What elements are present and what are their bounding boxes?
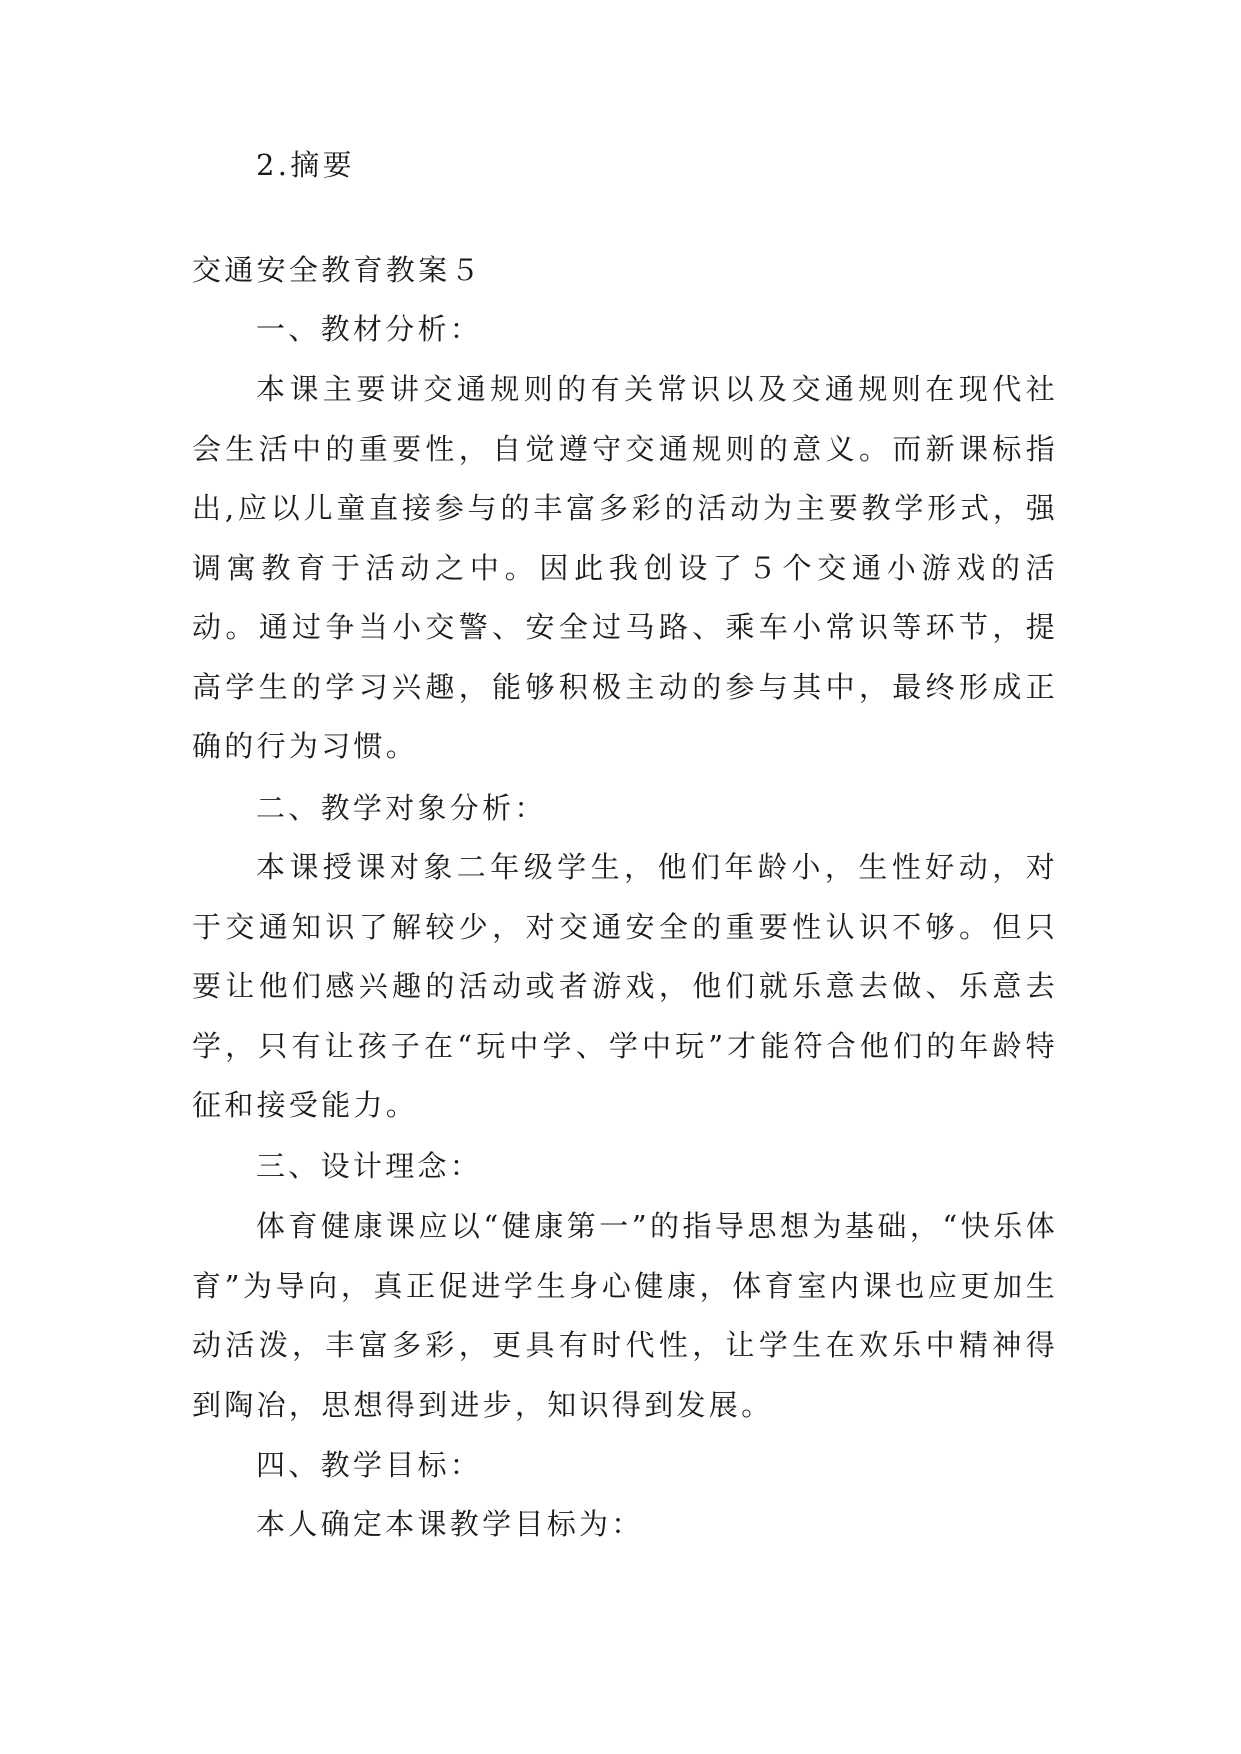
document-title: 交通安全教育教案５ — [192, 253, 483, 287]
section-4-heading: 四、教学目标： — [256, 1448, 483, 1482]
section-3-paragraph: 体育健康课应以“健康第一”的指导思想为基础，“快乐体育”为导向，真正促进学生身心健康，体育室内课也应更加生动活泼，丰富多彩，更具有时代性，让学生在欢乐中精神得到陶冶，思想得到进步，知识得到发展。 — [192, 1209, 1058, 1422]
section-3-heading: 三、设计理念： — [256, 1149, 483, 1183]
section-1-heading: 一、教材分析： — [256, 312, 483, 346]
section-1-paragraph: 本课主要讲交通规则的有关常识以及交通规则在现代社会生活中的重要性，自觉遵守交通规则的意义。而新课标指出,应以儿童直接参与的丰富多彩的活动为主要教学形式，强调寓教育于活动之中。因此我创设了５个交通小游戏的活动。通过争当小交警、安全过马路、乘车小常识等环节，提高学生的学习兴趣，能够积极主动的参与其中，最终形成正确的行为习惯。 — [192, 372, 1058, 763]
section-2-paragraph: 本课授课对象二年级学生，他们年龄小，生性好动，对于交通知识了解较少，对交通安全的重要性认识不够。但只要让他们感兴趣的活动或者游戏，他们就乐意去做、乐意去学，只有让孩子在“玩中学、学中玩”才能符合他们的年龄特征和接受能力。 — [192, 850, 1058, 1122]
section-2-heading: 二、教学对象分析： — [256, 791, 547, 825]
section-4-paragraph: 本人确定本课教学目标为： — [256, 1507, 644, 1541]
previous-item-heading: 2.摘要 — [256, 148, 355, 182]
